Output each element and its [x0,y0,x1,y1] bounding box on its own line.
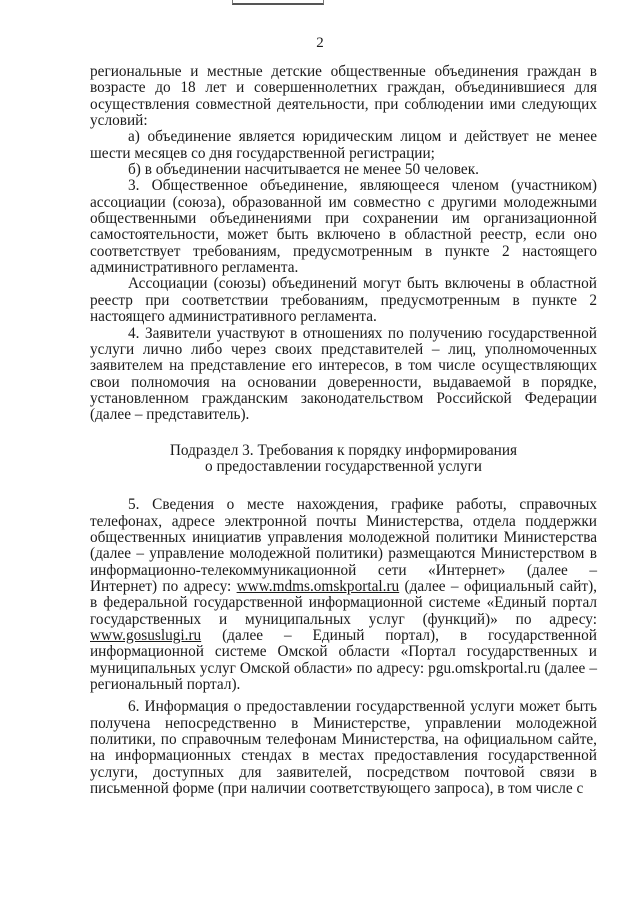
heading-line-1: Подраздел 3. Требования к порядку информирования [169,441,518,459]
p5-text-3: (далее – Единый портал), в государственной информационной системе Омской области «Портал государственных и муниципальных услуг Омской области» по адресу: pgu.omskportal.ru (далее – региональный портал). [90,627,597,694]
heading-line-2: о предоставлении государственной услуги [204,457,482,475]
page-number: 2 [316,35,324,51]
paragraph-6: 6. Информация о предоставлении государственной услуги может быть получена непосредственно в Министерстве, управлении молодежной политики, по справочным телефонам Министерства, на официальном сайте, на информационных стендах в местах предоставления государственной услуги, доступных для заявителей, посредством почтовой связи в письменной форме (при наличии соответствующего запроса), в том числе с [90,698,597,798]
p5-text-2: (далее – официальный сайт), в федеральной государственной информационной системе «Единый портал государственных и муниципальных услуг (функций)» по адресу: [90,577,597,628]
gosuslugi-link[interactable]: www.gosuslugi.ru [90,627,202,644]
subsection-heading [90,443,597,476]
condition-b: б) в объединении насчитывается не менее 50 человек. [128,161,479,179]
paragraph-continuation: региональные и местные детские общественные объединения граждан в возрасте до 18 лет и совершеннолетних граждан, объединившиеся для осуществления совместной деятельности, при соблюдении ими следующих условий: [90,63,597,130]
official-site-link[interactable]: www.mdms.omskportal.ru [236,577,400,595]
paragraph-3-associations: Ассоциации (союзы) объединений могут быть включены в областной реестр при соответствии требованиям, предусмотренным в пункте 2 настоящего административного регламента. [90,275,597,326]
body-text [90,64,597,797]
top-edge-mark [232,0,324,5]
paragraph-4: 4. Заявители участвуют в отношениях по получению государственной услуги лично либо через своих представителей – лиц, уполномоченных заявителем на представление его интересов, в том числе осуществляющих свои полномочия на основании доверенности, выдаваемой в порядке, установленном гражданским законодательством Российской Федерации (далее – представитель). [90,324,597,424]
paragraph-3: 3. Общественное объединение, являющееся членом (участником) ассоциации (союза), образованной им совместно с другими молодежными общественными объединениями при сохранении им организационной самостоятельности, может быть включено в областной реестр, если оно соответствует требованиям, предусмотренным в пункте 2 настоящего административного регламента. [90,177,597,277]
condition-a: а) объединение является юридическим лицом и действует не менее шести месяцев со дня государственной регистрации; [90,128,597,162]
paragraph-5 [90,497,597,693]
p5-text-1: 5. Сведения о месте нахождения, графике работы, справочных телефонах, адресе электронной почты Министерства, отдела поддержки общественных инициатив управления молодежной политики Министерства (далее – управление молодежной политики) размещаются Министерством в информационно-телекоммуникационной сети «Интернет» (далее – Интернет) по адресу: [90,496,597,595]
